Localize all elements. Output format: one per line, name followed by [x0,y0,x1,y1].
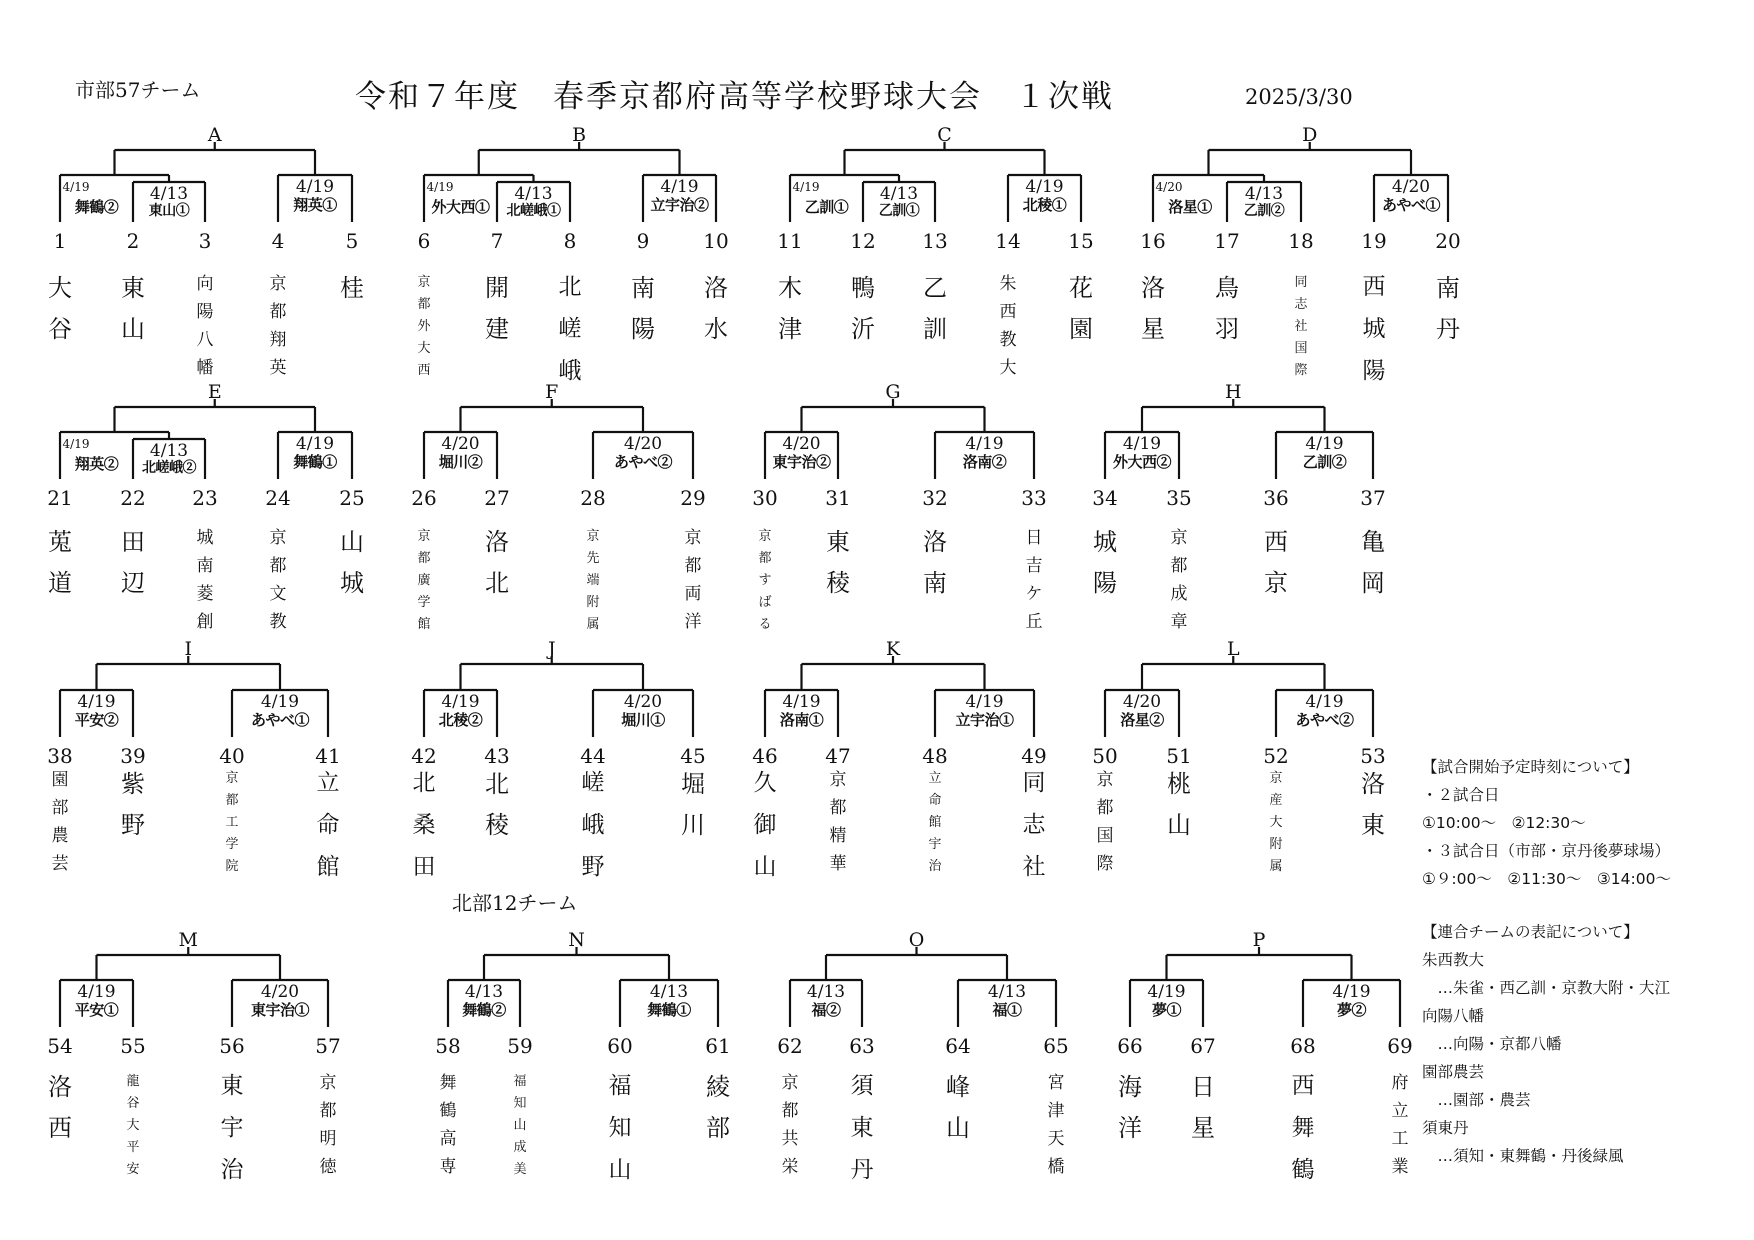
note-line: ①10:00～ ②12:30～ [1422,814,1586,832]
note-line: 須東丹 [1422,1118,1469,1137]
team-name: 紫 野 [121,770,145,839]
game-venue: 舞鶴① [293,453,337,471]
team-number: 16 [1140,229,1166,253]
team-name: 開 建 [485,274,509,343]
team-name: 龍 谷 大 平 安 [126,1074,140,1177]
team-name: 京 産 大 附 属 [1269,771,1283,874]
game-venue: 乙訓② [1302,453,1347,471]
team-name: 城 南 菱 創 [196,528,214,632]
block-letter: A [207,124,222,146]
game-venue: 洛南② [962,453,1007,471]
note-line: ・２試合日 [1422,786,1500,804]
team-name: 日 吉 ケ 丘 [1025,528,1043,632]
team-number: 24 [265,486,291,510]
game-date: 4/20 [1391,177,1431,197]
team-name: 京 都 廣 学 館 [417,529,431,632]
game-venue: 堀川① [621,711,665,729]
game-date: 4/13 [514,184,553,204]
note-line: …朱雀・西乙訓・京教大附・大江 [1422,978,1671,997]
team-name: 京 都 外 大 西 [417,275,431,378]
game-venue: 堀川② [438,453,483,471]
block-letter: D [1302,124,1318,146]
team-number: 64 [945,1034,971,1058]
note-line: …須知・東舞鶴・丹後緑風 [1422,1146,1624,1165]
team-number: 4 [271,229,285,253]
game-date: 4/19 [295,434,335,454]
team-name: 南 陽 [631,274,655,343]
note-line [1422,900,1671,912]
block-letter: I [184,638,193,660]
team-name: 鴨 沂 [851,274,875,343]
team-number: 13 [922,229,948,253]
game-venue: 東山① [148,203,190,219]
game-date: 4/13 [879,184,919,204]
note-line: ・３試合日（市部・京丹後夢球場） [1422,842,1671,860]
game-venue: あやべ① [1381,196,1441,214]
note-line: 【試合開始予定時刻について】 [1422,758,1639,776]
team-name: 大 谷 [48,274,72,343]
team-name: 堀 川 [681,770,705,839]
team-name: 府 立 工 業 [1391,1073,1409,1177]
team-name: 桂 [340,274,364,302]
team-number: 63 [849,1034,875,1058]
team-name: 亀 岡 [1361,528,1385,597]
team-number: 29 [680,486,706,510]
team-name: 京 先 端 附 属 [586,529,600,632]
team-name: 宮 津 天 橋 [1047,1073,1065,1177]
team-number: 42 [411,744,437,768]
team-name: 福 知 山 成 美 [513,1074,527,1177]
team-name: 北 稜 [485,770,509,839]
team-number: 57 [315,1034,341,1058]
note-line: 園部農芸 [1422,1062,1485,1081]
game-date: 4/19 [1122,434,1162,454]
team-number: 25 [339,486,365,510]
team-name: 洛 西 [48,1073,72,1142]
team-name: 南 丹 [1436,274,1460,343]
game-date: 4/20 [260,982,300,1002]
team-number: 20 [1435,229,1461,253]
game-venue: 洛星② [1120,711,1164,729]
block-letter: C [937,124,952,146]
team-number: 66 [1117,1034,1143,1058]
block-letter: E [207,381,222,403]
team-name: 東 山 [121,274,145,343]
game-venue: 夢② [1336,1001,1367,1019]
game-date: 4/20 [623,434,663,454]
game-date: 4/19 [441,692,480,712]
game-date: 4/13 [649,982,689,1002]
game-date: 4/20 [441,434,480,454]
block-letter: B [572,124,587,146]
team-name: 嵯 峨 野 [581,770,605,880]
team-number: 22 [120,486,146,510]
game-date: 4/19 [792,180,820,194]
team-name: 田 辺 [121,528,145,597]
game-venue: あやべ① [250,711,310,729]
team-number: 65 [1043,1034,1069,1058]
team-name: 東 稜 [826,528,850,597]
team-number: 35 [1166,486,1192,510]
team-number: 49 [1021,744,1047,768]
team-number: 32 [922,486,948,510]
team-number: 58 [435,1034,461,1058]
game-venue: 洛南① [779,711,824,729]
game-venue: 北嵯峨① [506,203,561,219]
team-name: 北 桑 田 [412,770,436,880]
team-name: 舞 鶴 高 専 [439,1073,457,1177]
team-name: 京 都 翔 英 [269,274,287,378]
team-name: 福 知 山 [608,1073,632,1183]
notes-panel [1422,760,1671,1177]
note-line: ①９:00～ ②11:30～ ③14:00～ [1422,870,1671,888]
team-number: 38 [47,744,73,768]
note-line: …園部・農芸 [1422,1090,1531,1109]
note-line: …向陽・京都八幡 [1422,1034,1562,1053]
city-division-count: 市部57チーム [75,78,201,102]
team-name: 向 陽 八 幡 [196,274,214,378]
team-number: 43 [484,744,510,768]
team-name: 京 都 共 栄 [781,1073,799,1177]
game-venue: 北稜① [1022,196,1067,214]
game-date: 4/13 [149,184,189,204]
team-number: 2 [126,229,140,253]
block-letter: G [885,381,901,403]
team-number: 34 [1092,486,1118,510]
team-number: 18 [1288,229,1314,253]
team-name: 花 園 [1069,274,1093,343]
game-venue: 舞鶴② [74,198,119,216]
team-number: 62 [777,1034,803,1058]
game-date: 4/19 [1025,177,1064,197]
game-date: 4/19 [260,692,300,712]
team-number: 10 [703,229,729,253]
game-venue: 平安② [74,711,119,729]
team-number: 48 [922,744,948,768]
block-letter: H [1224,381,1242,403]
game-venue: 乙訓② [1243,203,1285,219]
game-venue: 東宇治① [250,1001,310,1019]
team-name: 洛 南 [923,528,947,597]
game-date: 4/13 [149,441,189,461]
team-name: 京 都 精 華 [829,770,847,874]
game-date: 4/19 [77,692,116,712]
team-name: 同 志 社 国 際 [1294,275,1308,378]
team-number: 21 [47,486,73,510]
game-date: 4/19 [77,982,116,1002]
team-number: 46 [752,744,778,768]
team-name: 立 命 館 [316,770,340,880]
team-name: 園 部 農 芸 [51,770,69,874]
game-venue: 外大西① [431,198,490,216]
game-venue: 立宇治② [650,196,709,214]
game-date: 4/13 [987,982,1027,1002]
team-name: 海 洋 [1118,1073,1142,1142]
team-number: 53 [1360,744,1386,768]
team-number: 56 [219,1034,245,1058]
game-date: 4/19 [965,434,1004,454]
team-name: 西 京 [1264,528,1288,597]
team-number: 44 [580,744,606,768]
game-venue: あやべ② [613,453,673,471]
team-name: 日 星 [1191,1073,1215,1142]
game-venue: 福① [992,1001,1022,1019]
team-number: 15 [1068,229,1094,253]
team-number: 40 [219,744,245,768]
team-name: 乙 訓 [923,274,947,343]
game-venue: 舞鶴② [462,1001,506,1019]
game-date: 4/19 [1305,434,1344,454]
team-name: 莵 道 [48,528,72,597]
team-name: 京 都 両 洋 [684,528,702,632]
note-line: 【連合チームの表記について】 [1422,922,1639,941]
game-date: 4/19 [782,692,821,712]
team-number: 55 [120,1034,146,1058]
game-venue: 北稜② [438,711,483,729]
team-number: 27 [484,486,510,510]
team-name: 洛 星 [1141,274,1165,343]
team-number: 5 [345,229,359,253]
block-letter: O [908,929,925,951]
game-venue: 東宇治② [772,453,831,471]
team-number: 52 [1263,744,1289,768]
team-number: 3 [198,229,212,253]
block-letter: K [885,638,901,660]
team-number: 19 [1361,229,1387,253]
team-number: 36 [1263,486,1289,510]
team-number: 59 [507,1034,533,1058]
block-letter: N [568,929,585,951]
team-name: 西 舞 鶴 [1291,1073,1315,1183]
team-name: 峰 山 [946,1073,970,1142]
team-number: 30 [752,486,778,510]
game-date: 4/13 [464,982,504,1002]
team-number: 9 [636,229,650,253]
team-name: 京 都 明 徳 [319,1073,337,1177]
game-venue: 立宇治① [955,711,1014,729]
team-name: 洛 東 [1361,770,1385,839]
team-name: 木 津 [778,274,802,343]
document-date: 2025/3/30 [1245,85,1353,109]
team-number: 6 [417,229,431,253]
team-name: 久 御 山 [753,770,777,880]
game-date: 4/20 [782,434,821,454]
game-venue: 乙訓① [804,198,849,216]
team-name: 洛 水 [704,274,728,343]
team-name: 北 嵯 峨 [558,274,582,384]
game-venue: 洛星① [1168,198,1212,216]
game-venue: 平安① [74,1001,119,1019]
page-title: 令和７年度 春季京都府高等学校野球大会 １次戦 [355,79,1114,115]
team-number: 54 [47,1034,73,1058]
team-number: 39 [120,744,146,768]
game-date: 4/19 [62,437,90,451]
team-name: 鳥 羽 [1215,274,1239,343]
team-number: 45 [680,744,706,768]
game-date: 4/20 [1155,180,1183,194]
game-venue: 夢① [1151,1001,1182,1019]
team-number: 11 [777,229,803,253]
team-number: 37 [1360,486,1386,510]
team-name: 京 都 成 章 [1170,528,1188,632]
game-venue: 乙訓① [878,203,920,219]
team-number: 7 [490,229,504,253]
team-number: 12 [850,229,876,253]
block-letter: P [1252,929,1266,951]
block-letter: J [547,638,556,660]
game-date: 4/13 [1244,184,1284,204]
team-name: 京 都 工 学 院 [225,771,239,874]
team-name: 朱 西 教 大 [999,274,1017,378]
game-date: 4/13 [806,982,846,1002]
game-venue: 北嵯峨② [142,460,196,476]
team-name: 西 城 陽 [1362,274,1386,384]
game-date: 4/19 [965,692,1004,712]
game-venue: 外大西② [1112,453,1172,471]
game-venue: 翔英② [74,455,119,473]
team-number: 28 [580,486,606,510]
team-name: 須 東 丹 [850,1073,874,1183]
team-name: 京 都 国 際 [1096,770,1114,874]
team-number: 8 [563,229,577,253]
team-name: 城 陽 [1093,528,1117,597]
game-date: 4/19 [1147,982,1186,1002]
team-name: 京 都 文 教 [269,528,287,632]
team-name: 洛 北 [485,528,509,597]
block-letter: M [178,929,198,951]
game-venue: 翔英① [293,196,337,214]
game-venue: 福② [811,1001,841,1019]
team-number: 68 [1290,1034,1316,1058]
game-venue: 舞鶴① [647,1001,691,1019]
game-date: 4/19 [295,177,335,197]
team-number: 33 [1021,486,1047,510]
game-date: 4/20 [1122,692,1162,712]
game-date: 4/19 [1332,982,1371,1002]
note-line: 向陽八幡 [1422,1006,1485,1025]
north-division-count: 北部12チーム [452,891,578,915]
team-name: 山 城 [340,528,364,597]
team-number: 26 [411,486,437,510]
team-number: 1 [53,229,67,253]
team-number: 50 [1092,744,1118,768]
game-date: 4/19 [62,180,90,194]
team-number: 17 [1214,229,1240,253]
team-name: 東 宇 治 [220,1073,244,1183]
team-number: 61 [705,1034,731,1058]
block-letter: F [545,381,559,403]
game-venue: あやべ② [1295,711,1354,729]
team-number: 23 [192,486,218,510]
team-name: 綾 部 [706,1073,730,1142]
team-number: 67 [1190,1034,1216,1058]
team-name: 同 志 社 [1022,770,1046,880]
block-letter: L [1226,638,1240,660]
game-date: 4/19 [660,177,699,197]
team-number: 31 [825,486,851,510]
team-name: 立 命 館 宇 治 [928,771,942,874]
team-number: 69 [1387,1034,1413,1058]
team-number: 60 [607,1034,633,1058]
team-number: 41 [315,744,341,768]
team-name: 桃 山 [1167,770,1191,839]
team-number: 47 [825,744,851,768]
note-line: 朱西教大 [1422,950,1485,969]
team-name: 京 都 す ば る [758,529,772,632]
game-date: 4/19 [426,180,454,194]
team-number: 51 [1166,744,1192,768]
game-date: 4/20 [623,692,663,712]
team-number: 14 [995,229,1021,253]
game-date: 4/19 [1305,692,1344,712]
